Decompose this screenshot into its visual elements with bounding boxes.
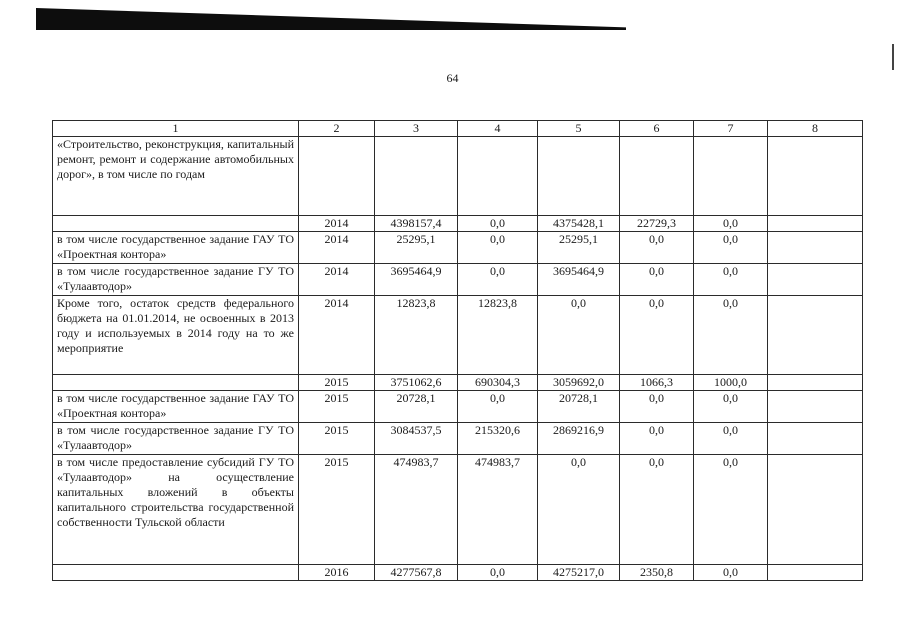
- row-col-8: [768, 216, 863, 232]
- row-col-6: 22729,3: [620, 216, 694, 232]
- row-col-7: [694, 137, 768, 216]
- row-col-6: 0,0: [620, 232, 694, 264]
- row-col-8: [768, 391, 863, 423]
- row-col-8: [768, 423, 863, 455]
- table-row: [53, 565, 863, 581]
- row-year: 2015: [299, 455, 375, 565]
- row-col-3: 3695464,9: [375, 264, 458, 296]
- header-cell: 5: [538, 121, 620, 137]
- header-cell: 2: [299, 121, 375, 137]
- row-col-4: 0,0: [458, 264, 538, 296]
- header-cell: 4: [458, 121, 538, 137]
- row-description: Кроме того, остаток средств федерального бюджета на 01.01.2014, не освоенных в 2013 году и используемых в 2014 году на то же мероприятие: [53, 296, 299, 375]
- row-col-3: 4277567,8: [375, 565, 458, 581]
- row-col-7: 0,0: [694, 565, 768, 581]
- row-col-5: 25295,1: [538, 232, 620, 264]
- row-year: [299, 137, 375, 216]
- row-description: [53, 216, 299, 232]
- row-col-5: 3695464,9: [538, 264, 620, 296]
- table-row: [53, 216, 863, 232]
- row-year: 2014: [299, 296, 375, 375]
- row-col-4: 215320,6: [458, 423, 538, 455]
- row-col-5: 4375428,1: [538, 216, 620, 232]
- row-col-5: 2869216,9: [538, 423, 620, 455]
- row-col-8: [768, 296, 863, 375]
- row-col-8: [768, 565, 863, 581]
- row-col-6: [620, 137, 694, 216]
- row-col-3: 474983,7: [375, 455, 458, 565]
- scan-edge-shadow: [36, 8, 626, 30]
- row-col-4: 474983,7: [458, 455, 538, 565]
- header-cell: 3: [375, 121, 458, 137]
- row-col-8: [768, 455, 863, 565]
- row-col-5: 3059692,0: [538, 375, 620, 391]
- header-cell: 1: [53, 121, 299, 137]
- row-col-4: 0,0: [458, 391, 538, 423]
- table-row: [53, 264, 863, 296]
- row-col-5: 4275217,0: [538, 565, 620, 581]
- row-col-7: 0,0: [694, 264, 768, 296]
- row-col-6: 0,0: [620, 264, 694, 296]
- header-cell: 7: [694, 121, 768, 137]
- row-col-6: 2350,8: [620, 565, 694, 581]
- row-description: в том числе государственное задание ГАУ ТО «Проектная контора»: [53, 391, 299, 423]
- row-col-4: 690304,3: [458, 375, 538, 391]
- table-row: [53, 455, 863, 565]
- scan-edge-mark: [892, 44, 894, 70]
- table-row: [53, 391, 863, 423]
- row-year: 2014: [299, 264, 375, 296]
- row-col-7: 0,0: [694, 232, 768, 264]
- row-col-5: [538, 137, 620, 216]
- row-col-7: 0,0: [694, 455, 768, 565]
- row-col-7: 0,0: [694, 423, 768, 455]
- row-col-6: 0,0: [620, 296, 694, 375]
- page-number: 64: [446, 71, 459, 85]
- header-cell: 8: [768, 121, 863, 137]
- row-col-5: 0,0: [538, 296, 620, 375]
- row-col-3: 3084537,5: [375, 423, 458, 455]
- row-col-8: [768, 232, 863, 264]
- header-row: [53, 121, 863, 137]
- row-col-7: 0,0: [694, 391, 768, 423]
- row-col-3: 25295,1: [375, 232, 458, 264]
- row-description: «Строительство, реконструкция, капитальный ремонт, ремонт и содержание автомобильных дорог», в том числе по годам: [53, 137, 299, 216]
- row-year: 2014: [299, 216, 375, 232]
- row-col-3: 20728,1: [375, 391, 458, 423]
- table-row: [53, 375, 863, 391]
- row-description: в том числе предоставление субсидий ГУ ТО «Тулаавтодор» на осуществление капитальных вложений в объекты капитального строительства государственной собственности Тульской области: [53, 455, 299, 565]
- row-description: в том числе государственное задание ГАУ ТО «Проектная контора»: [53, 232, 299, 264]
- row-col-6: 1066,3: [620, 375, 694, 391]
- row-col-7: 0,0: [694, 216, 768, 232]
- row-year: 2014: [299, 232, 375, 264]
- row-col-4: 12823,8: [458, 296, 538, 375]
- row-col-5: 0,0: [538, 455, 620, 565]
- row-year: 2015: [299, 423, 375, 455]
- header-cell: 6: [620, 121, 694, 137]
- row-col-6: 0,0: [620, 423, 694, 455]
- row-description: в том числе государственное задание ГУ ТО «Тулаавтодор»: [53, 423, 299, 455]
- row-col-4: 0,0: [458, 216, 538, 232]
- budget-table: [52, 120, 863, 581]
- row-year: 2016: [299, 565, 375, 581]
- table-row: [53, 137, 863, 216]
- row-col-3: 12823,8: [375, 296, 458, 375]
- row-description: в том числе государственное задание ГУ ТО «Тулаавтодор»: [53, 264, 299, 296]
- table-row: [53, 423, 863, 455]
- row-col-8: [768, 137, 863, 216]
- row-col-5: 20728,1: [538, 391, 620, 423]
- table-row: [53, 232, 863, 264]
- row-description: [53, 565, 299, 581]
- row-description: [53, 375, 299, 391]
- row-col-3: [375, 137, 458, 216]
- row-col-4: 0,0: [458, 232, 538, 264]
- row-col-8: [768, 264, 863, 296]
- row-col-7: 1000,0: [694, 375, 768, 391]
- row-year: 2015: [299, 375, 375, 391]
- row-col-8: [768, 375, 863, 391]
- row-year: 2015: [299, 391, 375, 423]
- row-col-4: 0,0: [458, 565, 538, 581]
- row-col-6: 0,0: [620, 391, 694, 423]
- table-row: [53, 296, 863, 375]
- row-col-3: 4398157,4: [375, 216, 458, 232]
- row-col-3: 3751062,6: [375, 375, 458, 391]
- row-col-7: 0,0: [694, 296, 768, 375]
- row-col-4: [458, 137, 538, 216]
- row-col-6: 0,0: [620, 455, 694, 565]
